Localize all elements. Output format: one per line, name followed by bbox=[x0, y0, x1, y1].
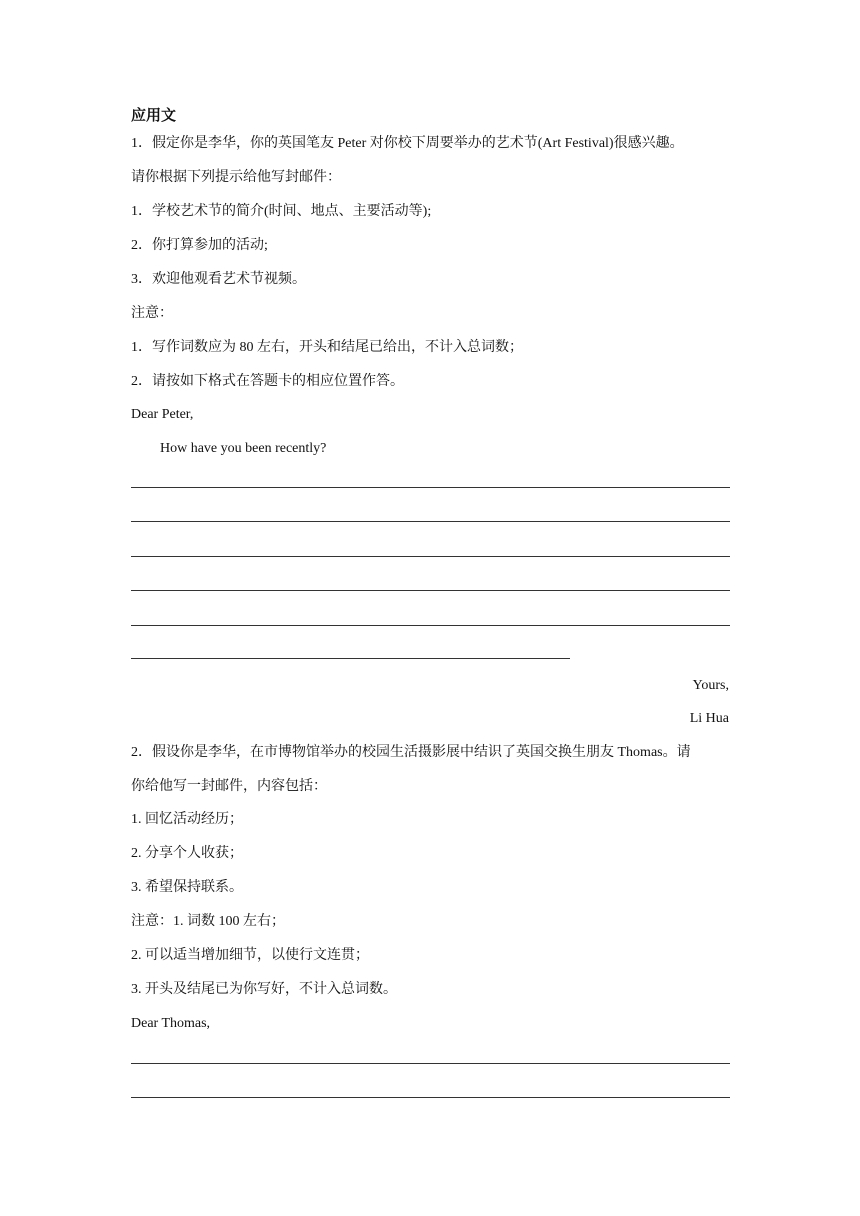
q2-answer-line bbox=[131, 1063, 730, 1064]
q1-opening: How have you been recently? bbox=[160, 441, 327, 456]
q2-line-1: 2．假设你是李华，在市博物馆举办的校园生活摄影展中结识了英国交换生朋友 Thomas。请 bbox=[131, 745, 691, 760]
q1-answer-line bbox=[131, 487, 730, 488]
q2-greeting: Dear Thomas, bbox=[131, 1016, 211, 1031]
q1-signature: Li Hua bbox=[689, 711, 729, 726]
q1-closing: Yours, bbox=[692, 678, 729, 693]
q1-line-7: 1．写作词数应为 80 左右，开头和结尾已给出，不计入总词数； bbox=[131, 340, 523, 355]
q1-greeting: Dear Peter, bbox=[131, 407, 194, 422]
q1-answer-line bbox=[131, 590, 730, 591]
q1-line-8: 2．请按如下格式在答题卡的相应位置作答。 bbox=[131, 374, 404, 389]
q1-answer-line bbox=[131, 521, 730, 522]
q1-line-4: 2．你打算参加的活动; bbox=[131, 238, 268, 253]
q2-line-2: 你给他写一封邮件，内容包括： bbox=[131, 779, 327, 794]
q1-line-5: 3．欢迎他观看艺术节视频。 bbox=[131, 272, 306, 287]
q1-line-6: 注意： bbox=[131, 306, 173, 321]
section-title: 应用文 bbox=[131, 108, 177, 124]
q1-answer-line bbox=[131, 658, 570, 659]
q2-line-4: 2. 分享个人收获； bbox=[131, 846, 243, 861]
q1-answer-line bbox=[131, 556, 730, 557]
q1-line-2: 请你根据下列提示给他写封邮件： bbox=[131, 170, 341, 185]
q2-line-5: 3. 希望保持联系。 bbox=[131, 880, 243, 895]
q2-line-7: 2. 可以适当增加细节，以使行文连贯； bbox=[131, 948, 369, 963]
q2-line-8: 3. 开头及结尾已为你写好，不计入总词数。 bbox=[131, 982, 397, 997]
q2-answer-line bbox=[131, 1097, 730, 1098]
q1-line-3: 1．学校艺术节的简介(时间、地点、主要活动等); bbox=[131, 204, 432, 219]
q1-answer-line bbox=[131, 625, 730, 626]
q1-line-1: 1．假定你是李华，你的英国笔友 Peter 对你校下周要举办的艺术节(Art Festival)很感兴趣。 bbox=[131, 136, 684, 151]
q2-line-3: 1. 回忆活动经历； bbox=[131, 812, 243, 827]
q2-line-6: 注意：1. 词数 100 左右； bbox=[131, 914, 285, 929]
